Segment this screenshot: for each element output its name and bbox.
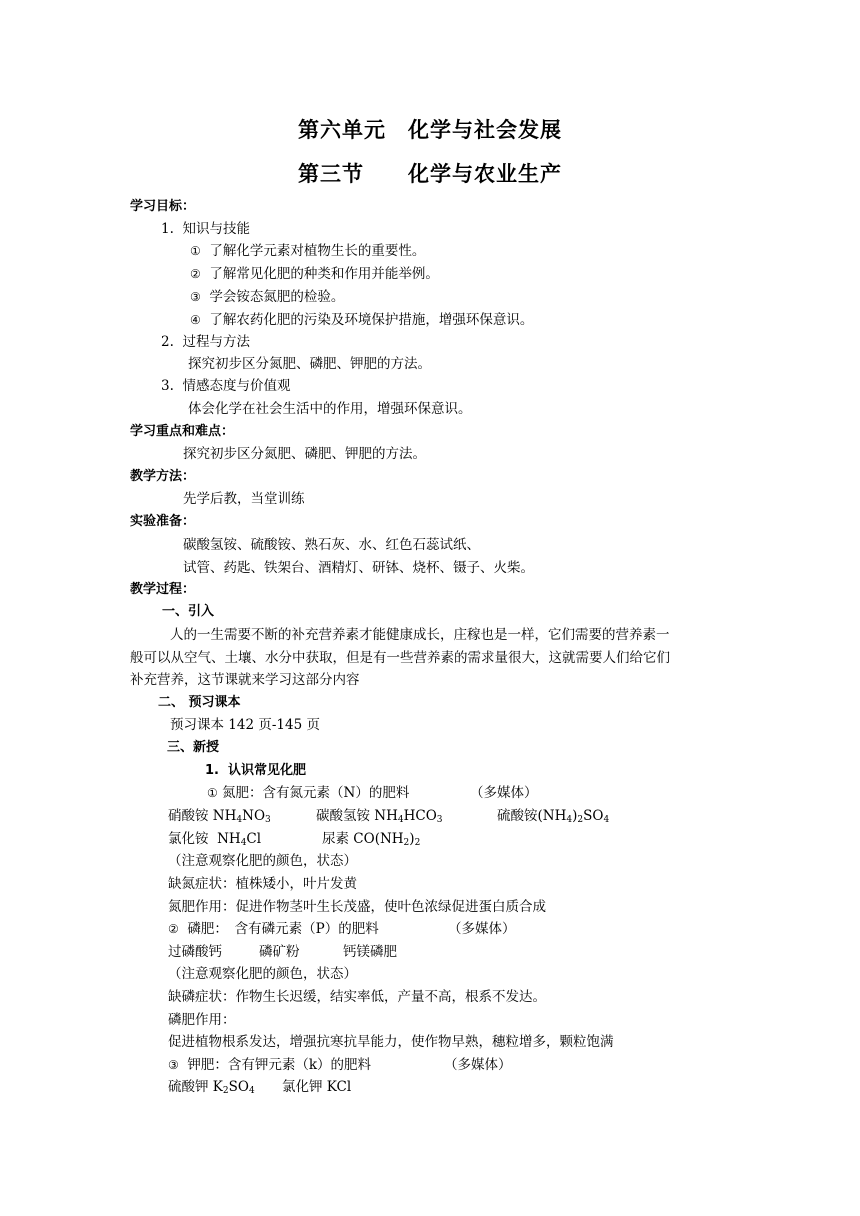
formula-text: CO(NH xyxy=(353,831,404,847)
nitrogen-note: （注意观察化肥的颜色，状态） xyxy=(168,853,357,869)
objective-2-label: 过程与方法 xyxy=(182,334,250,350)
objective-2-num: 2. xyxy=(161,334,174,350)
nitrogen-title: 氮肥：含有氮元素（N）的肥料 xyxy=(222,785,410,801)
fertilizer-name: 过磷酸钙 xyxy=(168,944,222,960)
formula-subscript: 3 xyxy=(265,815,271,825)
fertilizer-item xyxy=(497,805,609,827)
section-1-heading xyxy=(205,760,306,782)
objective-1-sub-1 xyxy=(190,240,425,262)
potassium-heading xyxy=(168,1054,371,1076)
fertilizer-name: 硫酸铵 xyxy=(497,808,538,824)
chemical-formula xyxy=(213,1076,255,1098)
formula-subscript: 4 xyxy=(397,815,404,825)
formula-text: (NH xyxy=(537,808,567,824)
sub-text: 了解农药化肥的污染及环境保护措施，增强环保意识。 xyxy=(209,312,534,328)
formula-subscript: 4 xyxy=(566,815,573,825)
chemical-formula xyxy=(213,805,271,827)
chemical-formula xyxy=(374,805,442,827)
key-points-heading: 学习重点和难点： xyxy=(130,424,235,439)
formula-text: Cl xyxy=(246,831,262,847)
fertilizer-name: 硫酸钾 xyxy=(168,1079,209,1095)
objective-3-num: 3. xyxy=(161,378,174,394)
formula-text: KCl xyxy=(326,1079,352,1095)
fertilizer-item xyxy=(168,805,271,827)
intro-heading: 一、引入 xyxy=(162,604,215,619)
objective-1-sub-2 xyxy=(190,263,439,285)
formula-subscript: 2 xyxy=(222,1086,229,1096)
objective-3-label: 情感态度与价值观 xyxy=(182,378,291,394)
nitrogen-mark: ① xyxy=(207,786,218,800)
objective-1-label: 知识与技能 xyxy=(182,221,250,237)
formula-subscript: 3 xyxy=(436,815,443,825)
intro-paragraph-line-1: 人的一生需要不断的补充营养素才能健康成长，庄稼也是一样，它们需要的营养素一 xyxy=(170,627,670,643)
phosphorus-effect-label: 磷肥作用： xyxy=(168,1012,236,1028)
process-heading: 教学过程： xyxy=(130,582,196,597)
fertilizer-item xyxy=(282,1076,351,1098)
formula-subscript: 4 xyxy=(240,838,247,848)
sub-text: 学会铵态氮肥的检验。 xyxy=(209,289,345,305)
objective-1 xyxy=(161,218,250,240)
method-text: 先学后教，当堂训练 xyxy=(183,491,305,507)
preview-text: 预习课本 142 页-145 页 xyxy=(170,717,320,733)
potassium-title: 钾肥：含有钾元素（k）的肥料 xyxy=(187,1057,372,1073)
sub-text: 了解常见化肥的种类和作用并能举例。 xyxy=(209,266,439,282)
fertilizer-name: 氯化钾 xyxy=(282,1079,323,1095)
formula-subscript: 4 xyxy=(603,815,610,825)
objective-3-detail: 体会化学在社会生活中的作用，增强环保意识。 xyxy=(188,401,472,417)
fertilizer-item xyxy=(168,828,261,850)
prep-heading: 实验准备： xyxy=(130,514,196,529)
fertilizer-name: 钙镁磷肥 xyxy=(343,944,397,960)
objective-2 xyxy=(161,331,250,353)
formula-subscript: 2 xyxy=(414,838,421,848)
formula-text: K xyxy=(212,1079,223,1095)
phosphorus-heading xyxy=(168,918,379,940)
formula-text: ) xyxy=(572,808,578,824)
sub-mark: ③ xyxy=(190,290,201,304)
formula-text: NH xyxy=(212,808,237,824)
formula-subscript: 4 xyxy=(248,1086,255,1096)
potassium-mark: ③ xyxy=(168,1058,179,1072)
prep-line-2: 试管、药匙、铁架台、酒精灯、研钵、烧杯、镊子、火柴。 xyxy=(183,560,534,576)
page-title: 第六单元 化学与社会发展 xyxy=(298,118,562,142)
phosphorus-effect: 促进植物根系发达，增强抗寒抗旱能力，使作物早熟，穗粒增多，颗粒饱满 xyxy=(168,1034,614,1050)
fertilizer-item xyxy=(322,828,420,850)
fertilizer-name: 磷矿粉 xyxy=(259,944,300,960)
preview-heading: 二、 预习课本 xyxy=(158,695,241,710)
chemical-formula xyxy=(327,1076,351,1098)
objectives-heading: 学习目标： xyxy=(130,199,196,214)
formula-text: NH xyxy=(374,808,398,824)
formula-subscript: 2 xyxy=(577,815,584,825)
chemical-formula xyxy=(538,805,610,827)
formula-subscript: 4 xyxy=(236,815,243,825)
formula-text: NO xyxy=(242,808,266,824)
fertilizer-item xyxy=(316,805,443,827)
prep-line-1: 碳酸氢铵、硫酸铵、熟石灰、水、红色石蕊试纸、 xyxy=(183,537,480,553)
phosphorus-mark: ② xyxy=(168,922,179,936)
phosphorus-media: （多媒体） xyxy=(448,921,516,937)
phosphorus-title: 磷肥： 含有磷元素（P）的肥料 xyxy=(187,921,379,937)
sub-text: 了解化学元素对植物生长的重要性。 xyxy=(209,243,426,259)
objective-1-sub-3 xyxy=(190,286,344,308)
formula-text: HCO xyxy=(403,808,437,824)
section-1-num: 1. xyxy=(205,763,219,778)
formula-text: ) xyxy=(409,831,415,847)
nitrogen-effect: 氮肥作用：促进作物茎叶生长茂盛，使叶色浓绿促进蛋白质合成 xyxy=(168,899,546,915)
intro-paragraph-line-3: 补充营养，这节课就来学习这部分内容 xyxy=(130,672,360,688)
fertilizer-name: 碳酸氢铵 xyxy=(316,808,370,824)
method-heading: 教学方法： xyxy=(130,469,196,484)
new-lesson-heading: 三、新授 xyxy=(167,740,220,755)
formula-subscript: 2 xyxy=(403,838,410,848)
chemical-formula xyxy=(217,828,261,850)
nitrogen-media: （多媒体） xyxy=(470,785,538,801)
sub-mark: ④ xyxy=(190,313,201,327)
formula-text: SO xyxy=(583,808,604,824)
phosphorus-note: （注意观察化肥的颜色，状态） xyxy=(168,966,357,982)
objective-3 xyxy=(161,375,290,397)
potassium-media: （多媒体） xyxy=(444,1057,512,1073)
key-points-text: 探究初步区分氮肥、磷肥、钾肥的方法。 xyxy=(183,446,426,462)
fertilizer-item xyxy=(168,1076,255,1098)
chemical-formula xyxy=(353,828,420,850)
fertilizer-name: 硝酸铵 xyxy=(168,808,209,824)
intro-paragraph-line-2: 般可以从空气、土壤、水分中获取，但是有一些营养素的需求量很大，这就需要人们给它们 xyxy=(130,650,670,666)
page-subtitle: 第三节 化学与农业生产 xyxy=(298,162,562,186)
section-1-title: 认识常见化肥 xyxy=(228,763,307,778)
formula-text: NH xyxy=(217,831,241,847)
fertilizer-name: 氯化铵 xyxy=(168,831,209,847)
nitrogen-symptom: 缺氮症状：植株矮小，叶片发黄 xyxy=(168,876,357,892)
formula-text: SO xyxy=(228,1079,249,1095)
sub-mark: ① xyxy=(190,244,201,258)
objective-2-detail: 探究初步区分氮肥、磷肥、钾肥的方法。 xyxy=(188,356,431,372)
objective-1-sub-4 xyxy=(190,309,533,331)
sub-mark: ② xyxy=(190,267,201,281)
phosphorus-symptom: 缺磷症状：作物生长迟缓，结实率低，产量不高，根系不发达。 xyxy=(168,989,546,1005)
objective-1-num: 1. xyxy=(161,221,174,237)
fertilizer-name: 尿素 xyxy=(322,831,349,847)
nitrogen-heading xyxy=(207,782,409,804)
